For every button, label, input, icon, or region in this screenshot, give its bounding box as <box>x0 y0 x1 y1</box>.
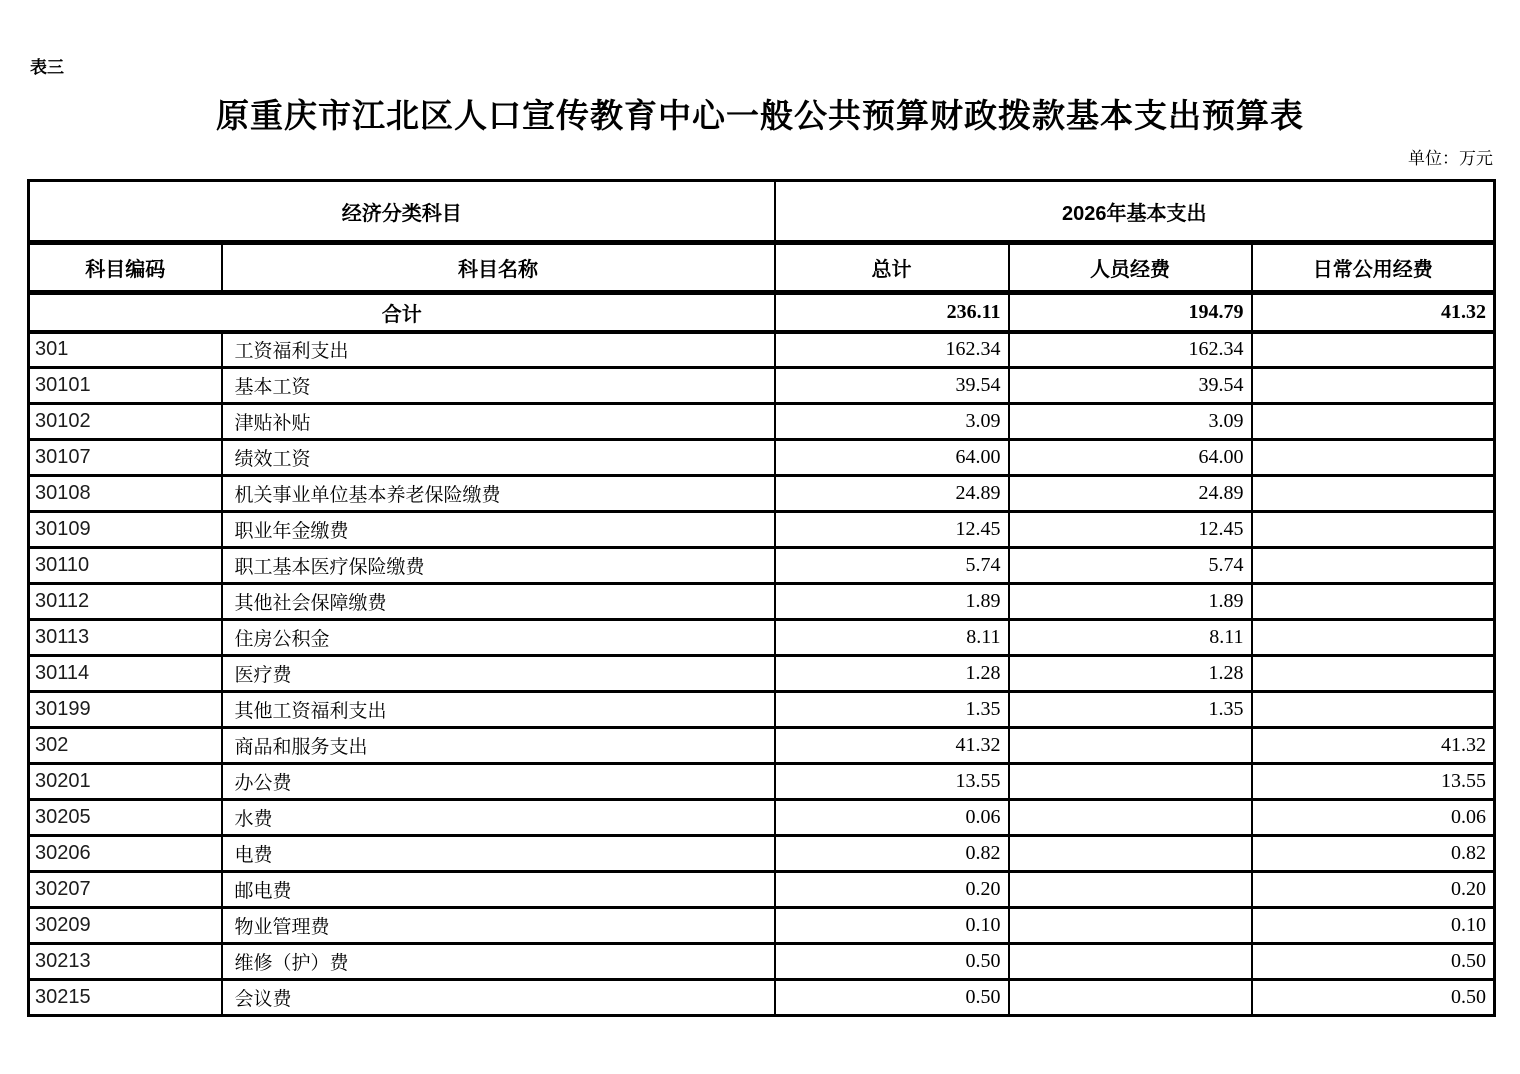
daily-expense-cell <box>1252 476 1495 512</box>
total-cell: 0.50 <box>775 944 1009 980</box>
subject-code-cell: 30109 <box>29 512 222 548</box>
subject-code-cell: 30112 <box>29 584 222 620</box>
header-2026-basic-expenditure: 2026年基本支出 <box>775 181 1495 243</box>
personnel-cell <box>1009 800 1252 836</box>
col-header-personnel-funds: 人员经费 <box>1009 243 1252 293</box>
header-group-row <box>29 181 1495 243</box>
subject-name-cell: 其他工资福利支出 <box>222 692 775 728</box>
total-cell: 0.06 <box>775 800 1009 836</box>
personnel-cell <box>1009 908 1252 944</box>
subject-code-cell: 30114 <box>29 656 222 692</box>
col-header-subject-name: 科目名称 <box>222 243 775 293</box>
personnel-cell <box>1009 944 1252 980</box>
page-title: 原重庆市江北区人口宣传教育中心一般公共预算财政拨款基本支出预算表 <box>216 97 1304 134</box>
col-header-total: 总计 <box>775 243 1009 293</box>
daily-expense-cell: 0.82 <box>1252 836 1495 872</box>
subject-name-cell: 会议费 <box>222 980 775 1016</box>
subject-code-cell: 302 <box>29 728 222 764</box>
subject-name-cell: 物业管理费 <box>222 908 775 944</box>
daily-expense-cell <box>1252 692 1495 728</box>
table-row <box>29 656 1495 692</box>
subject-name-cell: 维修（护）费 <box>222 944 775 980</box>
budget-table <box>27 179 1496 1017</box>
table-row <box>29 512 1495 548</box>
subject-name-cell: 办公费 <box>222 764 775 800</box>
daily-expense-cell <box>1252 620 1495 656</box>
personnel-cell <box>1009 872 1252 908</box>
col-header-subject-code: 科目编码 <box>29 243 222 293</box>
personnel-cell <box>1009 764 1252 800</box>
table-row <box>29 476 1495 512</box>
daily-expense-cell: 0.50 <box>1252 980 1495 1016</box>
subject-name-cell: 基本工资 <box>222 368 775 404</box>
table-row <box>29 944 1495 980</box>
subject-name-cell: 水费 <box>222 800 775 836</box>
total-personnel-cell: 194.79 <box>1009 293 1252 332</box>
personnel-cell: 12.45 <box>1009 512 1252 548</box>
personnel-cell <box>1009 728 1252 764</box>
subject-name-cell: 绩效工资 <box>222 440 775 476</box>
table-header <box>29 181 1495 293</box>
total-cell: 13.55 <box>775 764 1009 800</box>
table-row <box>29 800 1495 836</box>
daily-expense-cell <box>1252 584 1495 620</box>
table-body <box>29 293 1495 1016</box>
unit-note: 单位：万元 <box>1408 149 1493 168</box>
table-row <box>29 584 1495 620</box>
daily-expense-cell: 0.10 <box>1252 908 1495 944</box>
total-label-cell: 合计 <box>29 293 775 332</box>
subject-code-cell: 30110 <box>29 548 222 584</box>
daily-expense-cell <box>1252 368 1495 404</box>
subject-code-cell: 30213 <box>29 944 222 980</box>
subject-name-cell: 商品和服务支出 <box>222 728 775 764</box>
total-cell: 1.35 <box>775 692 1009 728</box>
table-row <box>29 692 1495 728</box>
daily-expense-cell <box>1252 332 1495 368</box>
subject-code-cell: 30207 <box>29 872 222 908</box>
daily-expense-cell: 0.20 <box>1252 872 1495 908</box>
total-cell: 41.32 <box>775 728 1009 764</box>
subject-code-cell: 30108 <box>29 476 222 512</box>
total-cell: 0.10 <box>775 908 1009 944</box>
table-row <box>29 836 1495 872</box>
daily-expense-cell: 13.55 <box>1252 764 1495 800</box>
col-header-daily-public-funds: 日常公用经费 <box>1252 243 1495 293</box>
subject-name-cell: 津贴补贴 <box>222 404 775 440</box>
daily-expense-cell <box>1252 440 1495 476</box>
personnel-cell <box>1009 836 1252 872</box>
subject-code-cell: 30205 <box>29 800 222 836</box>
total-cell: 3.09 <box>775 404 1009 440</box>
subject-name-cell: 邮电费 <box>222 872 775 908</box>
subject-code-cell: 30201 <box>29 764 222 800</box>
subject-name-cell: 职业年金缴费 <box>222 512 775 548</box>
subject-name-cell: 其他社会保障缴费 <box>222 584 775 620</box>
daily-expense-cell <box>1252 656 1495 692</box>
table-row <box>29 620 1495 656</box>
total-cell: 162.34 <box>775 332 1009 368</box>
personnel-cell: 8.11 <box>1009 620 1252 656</box>
subject-code-cell: 30209 <box>29 908 222 944</box>
personnel-cell: 162.34 <box>1009 332 1252 368</box>
daily-expense-cell: 41.32 <box>1252 728 1495 764</box>
total-cell: 64.00 <box>775 440 1009 476</box>
table-row <box>29 368 1495 404</box>
table-row <box>29 980 1495 1016</box>
total-cell: 24.89 <box>775 476 1009 512</box>
total-row <box>29 293 1495 332</box>
table-row <box>29 440 1495 476</box>
subject-code-cell: 30215 <box>29 980 222 1016</box>
subject-code-cell: 30113 <box>29 620 222 656</box>
subject-name-cell: 电费 <box>222 836 775 872</box>
table-row <box>29 332 1495 368</box>
personnel-cell: 5.74 <box>1009 548 1252 584</box>
table-row <box>29 728 1495 764</box>
total-cell: 5.74 <box>775 548 1009 584</box>
subject-name-cell: 职工基本医疗保险缴费 <box>222 548 775 584</box>
subject-code-cell: 30199 <box>29 692 222 728</box>
personnel-cell <box>1009 980 1252 1016</box>
subject-code-cell: 30102 <box>29 404 222 440</box>
daily-expense-cell <box>1252 512 1495 548</box>
personnel-cell: 24.89 <box>1009 476 1252 512</box>
subject-name-cell: 医疗费 <box>222 656 775 692</box>
daily-expense-cell: 0.50 <box>1252 944 1495 980</box>
header-columns-row <box>29 243 1495 293</box>
subject-code-cell: 301 <box>29 332 222 368</box>
total-cell: 8.11 <box>775 620 1009 656</box>
total-cell: 39.54 <box>775 368 1009 404</box>
table-row <box>29 404 1495 440</box>
total-cell: 0.20 <box>775 872 1009 908</box>
personnel-cell: 39.54 <box>1009 368 1252 404</box>
table-row <box>29 908 1495 944</box>
subject-name-cell: 工资福利支出 <box>222 332 775 368</box>
header-economic-classification: 经济分类科目 <box>29 181 775 243</box>
personnel-cell: 3.09 <box>1009 404 1252 440</box>
total-cell: 1.28 <box>775 656 1009 692</box>
total-daily-cell: 41.32 <box>1252 293 1495 332</box>
subject-name-cell: 住房公积金 <box>222 620 775 656</box>
table-row <box>29 764 1495 800</box>
table-row <box>29 872 1495 908</box>
subject-name-cell: 机关事业单位基本养老保险缴费 <box>222 476 775 512</box>
total-cell: 0.50 <box>775 980 1009 1016</box>
total-cell: 0.82 <box>775 836 1009 872</box>
personnel-cell: 64.00 <box>1009 440 1252 476</box>
table-row <box>29 548 1495 584</box>
daily-expense-cell <box>1252 404 1495 440</box>
total-sum-cell: 236.11 <box>775 293 1009 332</box>
personnel-cell: 1.35 <box>1009 692 1252 728</box>
subject-code-cell: 30206 <box>29 836 222 872</box>
personnel-cell: 1.28 <box>1009 656 1252 692</box>
personnel-cell: 1.89 <box>1009 584 1252 620</box>
table-label: 表三 <box>30 58 64 77</box>
daily-expense-cell: 0.06 <box>1252 800 1495 836</box>
daily-expense-cell <box>1252 548 1495 584</box>
subject-code-cell: 30107 <box>29 440 222 476</box>
total-cell: 12.45 <box>775 512 1009 548</box>
total-cell: 1.89 <box>775 584 1009 620</box>
subject-code-cell: 30101 <box>29 368 222 404</box>
